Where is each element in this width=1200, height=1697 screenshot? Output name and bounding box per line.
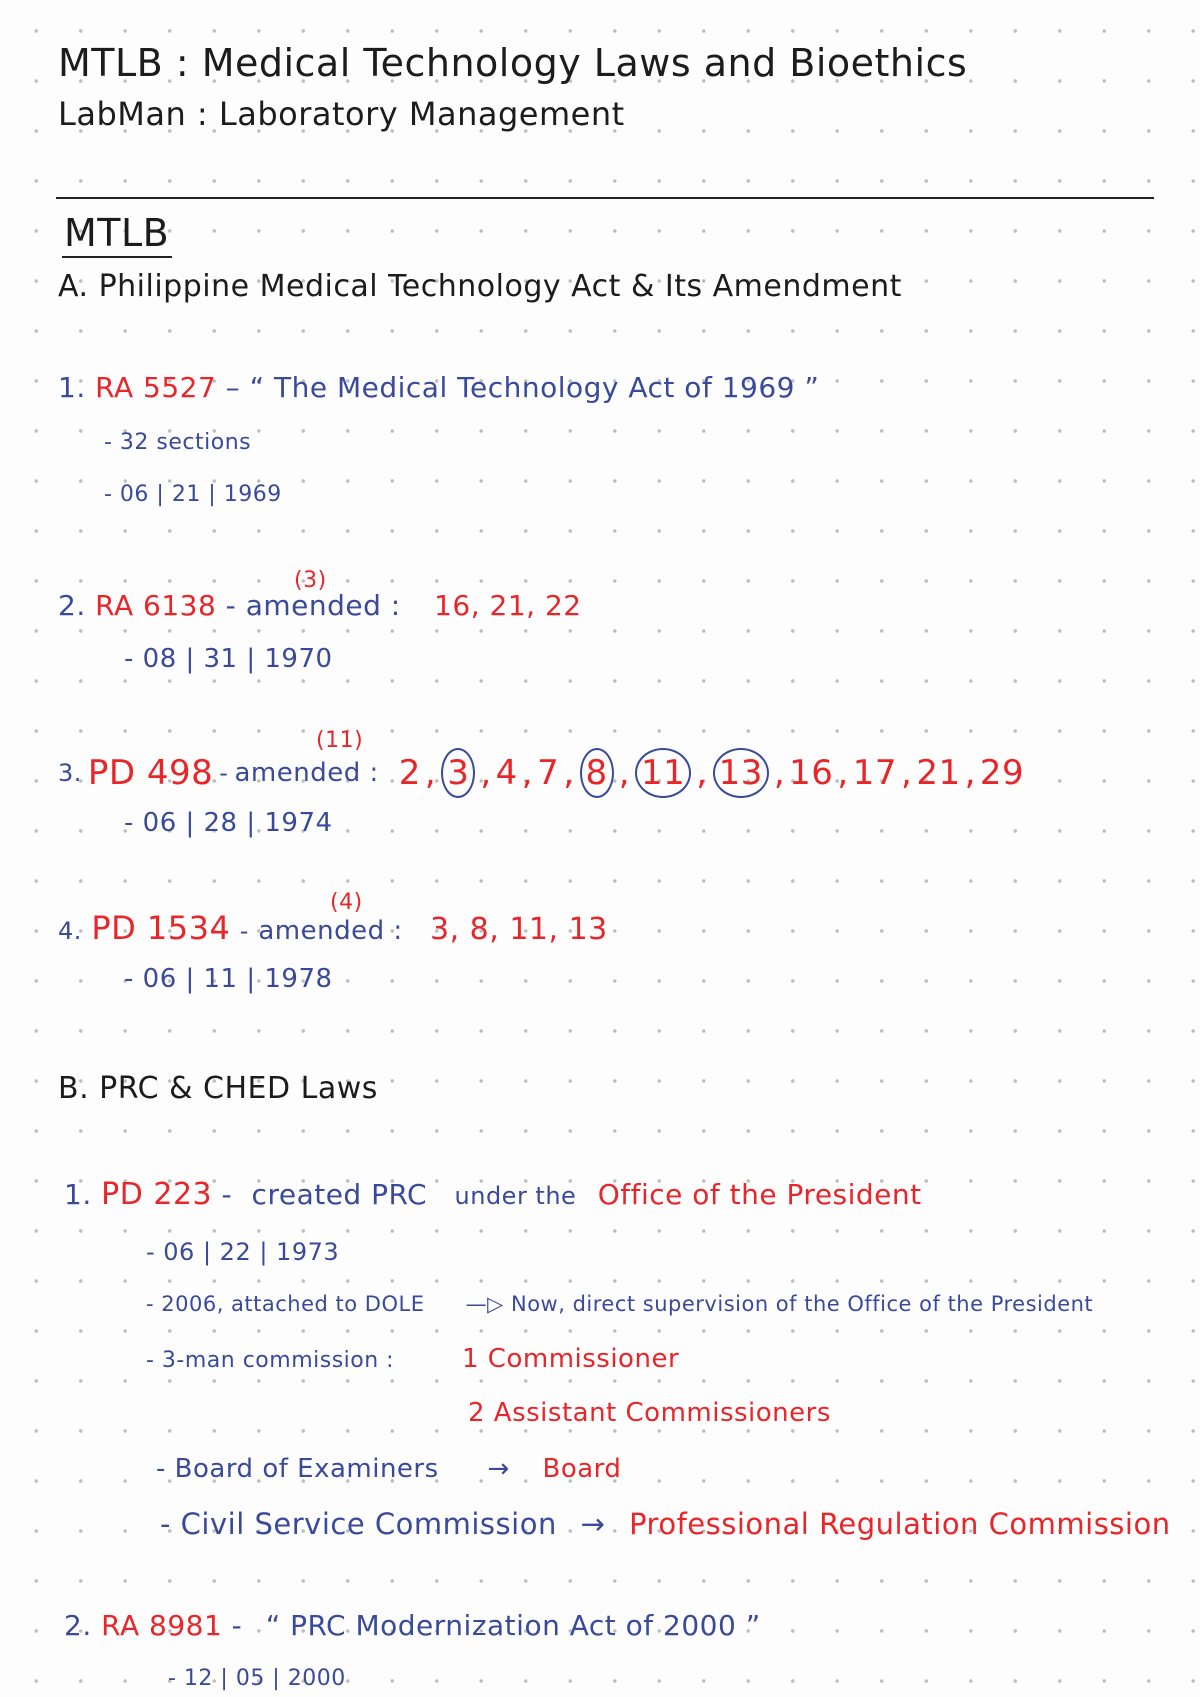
item-a2 [58, 589, 582, 622]
item-a4-sections: 3, 8, 11, 13 [430, 912, 608, 947]
section-separator: , [773, 753, 786, 793]
item-b1-boe-row [156, 1456, 621, 1482]
circled-section-number: 13 [713, 748, 769, 798]
circled-section-number: 8 [580, 748, 614, 798]
item-b1-dash: - [221, 1178, 233, 1211]
item-b1-desc: created PRC [251, 1178, 428, 1211]
section-number: 29 [979, 753, 1025, 793]
item-a3 [58, 748, 1024, 798]
item-b2-dash: - [231, 1609, 243, 1642]
section-separator: , [480, 753, 492, 793]
item-a1-note-2: - 06 | 21 | 1969 [104, 482, 282, 507]
item-a2-sections: 16, 21, 22 [434, 589, 582, 622]
item-a2-note-1: - 08 | 31 | 1970 [124, 644, 333, 674]
item-b1-csc-to: Professional Regulation Commission [629, 1507, 1171, 1541]
section-separator: , [563, 753, 575, 793]
header-line-1: MTLB : Medical Technology Laws and Bioethics [58, 41, 968, 85]
item-b1-boe: - Board of Examiners [156, 1454, 439, 1484]
item-b2-title: “ PRC Modernization Act of 2000 ” [265, 1609, 761, 1642]
arrow-right-icon: → [580, 1507, 606, 1541]
item-b1-date: - 06 | 22 | 1973 [146, 1238, 340, 1266]
item-b2 [64, 1609, 761, 1642]
item-a1 [58, 371, 820, 404]
circled-section-number: 3 [441, 748, 475, 798]
item-a2-dash: - [225, 589, 237, 622]
item-a4 [58, 909, 608, 947]
item-b1-under: under the [454, 1182, 577, 1210]
item-b1-office: Office of the President [597, 1178, 922, 1211]
section-number: 21 [916, 753, 961, 793]
section-separator: , [964, 753, 976, 793]
item-b1-commissioner-1: 1 Commissioner [462, 1344, 680, 1374]
section-separator: , [521, 753, 534, 793]
item-a3-sections [399, 748, 1024, 798]
part-a-heading: A. Philippine Medical Technology Act & Its Amendment [58, 269, 902, 304]
item-a3-dash: - [219, 759, 229, 787]
circled-section-number: 11 [635, 748, 691, 798]
item-a3-count: (11) [316, 728, 364, 753]
section-separator: , [901, 753, 913, 793]
item-a1-law: RA 5527 [95, 371, 217, 404]
section-number: 2 [398, 753, 421, 793]
section-title: MTLB [64, 211, 170, 255]
item-b2-law: RA 8981 [101, 1609, 223, 1642]
item-a4-dash: - [239, 917, 249, 945]
item-b1 [64, 1177, 922, 1212]
divider-line [56, 197, 1154, 199]
item-a4-amended-label: amended : [258, 916, 403, 946]
item-b1-csc-row [160, 1507, 1171, 1541]
item-b1-dole-row [146, 1294, 1093, 1315]
section-separator: , [618, 753, 630, 793]
item-b1-dole-now: Now, direct supervision of the Office of the President [511, 1292, 1094, 1316]
item-a1-dash: – [225, 371, 241, 404]
item-a2-count: (3) [294, 568, 327, 593]
section-number: 4 [495, 753, 518, 793]
item-a1-note-1: - 32 sections [104, 430, 252, 455]
item-a4-note-1: - 06 | 11 | 1978 [124, 964, 333, 994]
item-b1-law: PD 223 [101, 1177, 213, 1212]
item-b1-boe-to: Board [542, 1454, 622, 1484]
item-a1-title: “ The Medical Technology Act of 1969 ” [249, 371, 820, 404]
part-b-heading: B. PRC & CHED Laws [58, 1071, 378, 1106]
header-line-2: LabMan : Laboratory Management [58, 95, 625, 133]
section-separator: , [837, 753, 849, 793]
item-b2-number: 2. [64, 1609, 92, 1642]
item-a4-count: (4) [330, 890, 363, 915]
item-b1-csc: - Civil Service Commission [160, 1507, 557, 1541]
item-a4-number: 4. [58, 917, 82, 945]
item-a2-law: RA 6138 [95, 589, 217, 622]
item-a4-law: PD 1534 [91, 909, 231, 947]
section-number: 17 [852, 753, 897, 793]
arrow-right-icon: —▷ [465, 1292, 504, 1316]
item-a2-amended-label: amended : [245, 589, 401, 622]
item-b1-number: 1. [64, 1178, 92, 1211]
section-number: 16 [789, 753, 834, 793]
section-title-underline [62, 256, 172, 258]
section-separator: , [424, 753, 437, 793]
item-a3-number: 3. [58, 759, 82, 787]
item-a2-number: 2. [58, 589, 86, 622]
item-b1-commissioner-2: 2 Assistant Commissioners [468, 1398, 831, 1428]
item-a3-note-1: - 06 | 28 | 1974 [124, 808, 333, 838]
item-b1-dole: - 2006, attached to DOLE [146, 1292, 425, 1316]
item-a1-number: 1. [58, 371, 86, 404]
item-a3-amended-label: amended : [234, 758, 379, 788]
arrow-right-icon: → [487, 1454, 510, 1484]
item-a3-law: PD 498 [87, 753, 214, 793]
item-b2-date: - 12 | 05 | 2000 [168, 1666, 346, 1691]
section-separator: , [696, 753, 708, 793]
item-b1-commission: - 3-man commission : [146, 1348, 395, 1373]
section-number: 7 [537, 753, 560, 793]
